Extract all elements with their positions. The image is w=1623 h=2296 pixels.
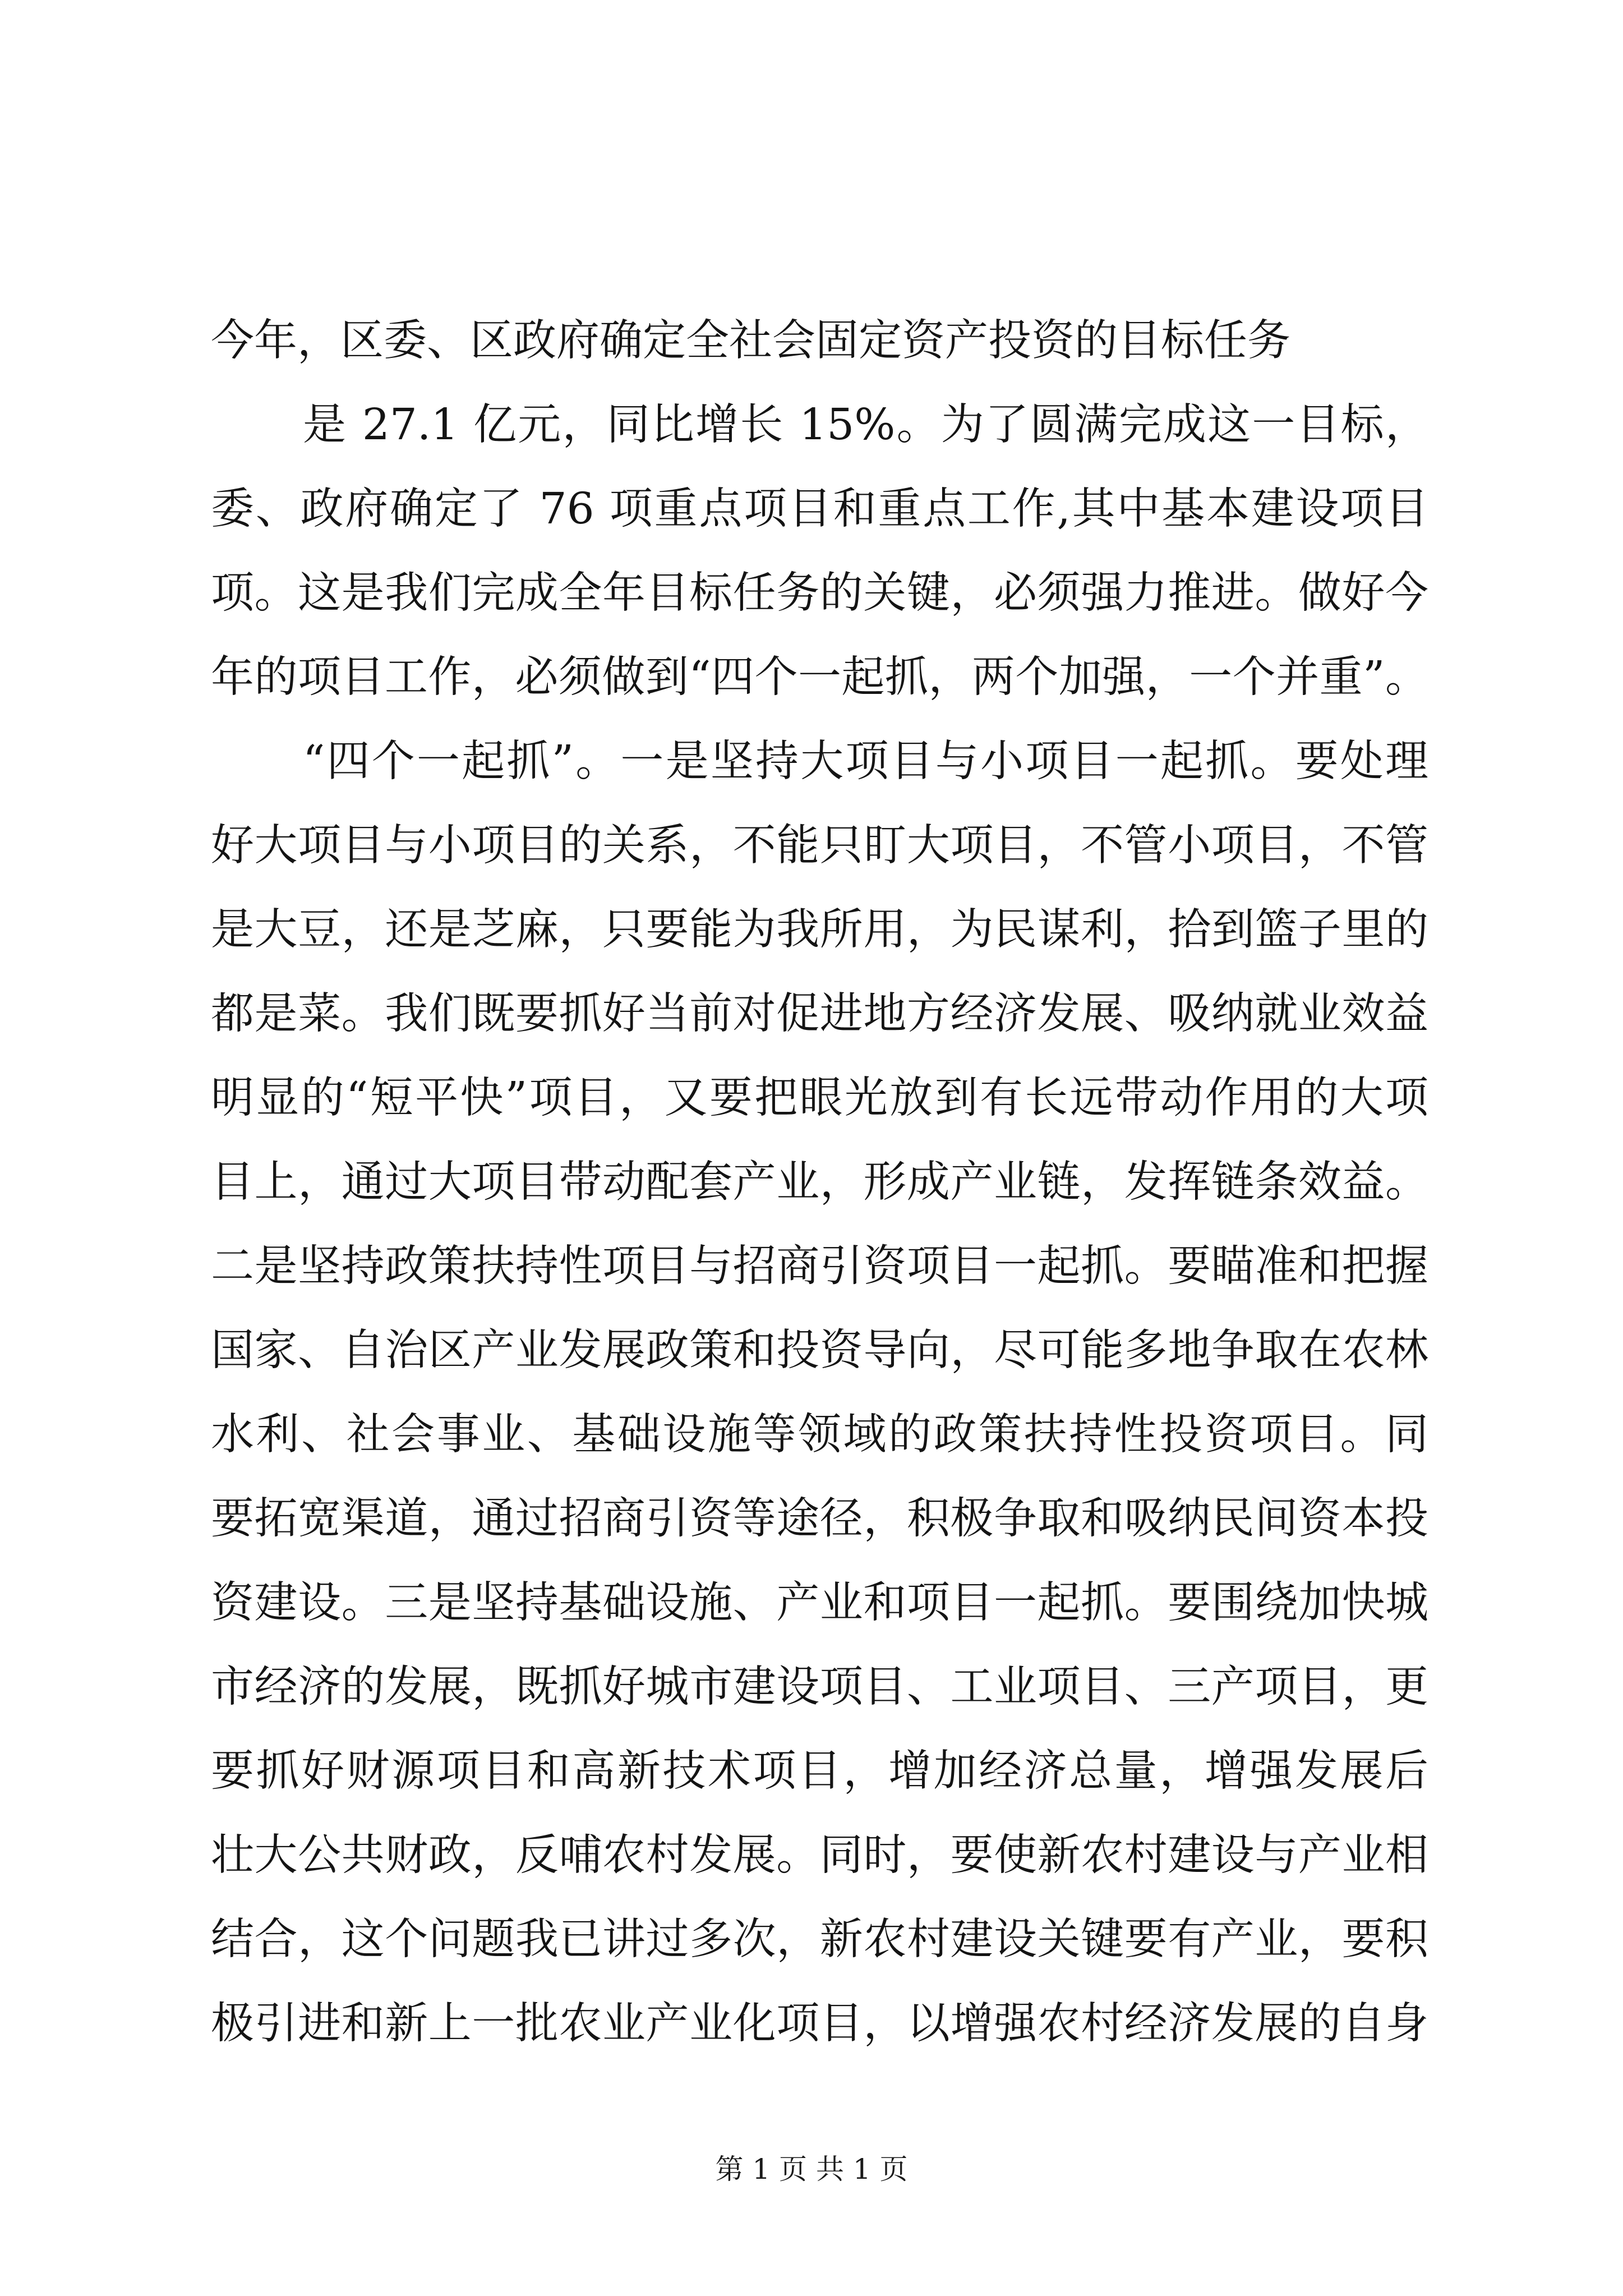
body-line: 年的项目工作，必须做到“四个一起抓，两个加强，一个并重”。: [211, 652, 1428, 702]
body-line: 国家、自治区产业发展政策和投资导向，尽可能多地争取在农林: [211, 1326, 1428, 1375]
body-line: 目上，通过大项目带动配套产业，形成产业链，发挥链条效益。: [211, 1157, 1428, 1207]
body-line: 项。这是我们完成全年目标任务的关键，必须强力推进。做好今: [211, 568, 1428, 618]
body-line: 二是坚持政策扶持性项目与招商引资项目一起抓。要瞄准和把握: [211, 1241, 1428, 1291]
body-line: 市经济的发展，既抓好城市建设项目、工业项目、三产项目，更: [211, 1662, 1428, 1712]
body-line: “四个一起抓”。一是坚持大项目与小项目一起抓。要处理: [303, 737, 1428, 786]
body-line: 都是菜。我们既要抓好当前对促进地方经济发展、吸纳就业效益: [211, 989, 1428, 1039]
body-line: 今年，区委、区政府确定全社会固定资产投资的目标任务: [211, 316, 1290, 366]
body-line: 壮大公共财政，反哺农村发展。同时，要使新农村建设与产业相: [211, 1830, 1428, 1880]
page-footer: 第 1 页 共 1 页: [715, 2153, 908, 2185]
body-line: 要抓好财源项目和高新技术项目，增加经济总量，增强发展后: [211, 1746, 1428, 1796]
body-line: 要拓宽渠道，通过招商引资等途径，积极争取和吸纳民间资本投: [211, 1494, 1428, 1544]
body-text: [211, 299, 1428, 2066]
body-line: 明显的“短平快”项目，又要把眼光放到有长远带动作用的大项: [211, 1073, 1428, 1123]
body-line: 委、政府确定了 76 项重点项目和重点工作,其中基本建设项目: [211, 484, 1428, 534]
body-line: 是 27.1 亿元，同比增长 15%。为了圆满完成这一目标，: [303, 400, 1428, 450]
body-line: 资建设。三是坚持基础设施、产业和项目一起抓。要围绕加快城: [211, 1578, 1428, 1628]
body-line: 水利、社会事业、基础设施等领域的政策扶持性投资项目。同: [211, 1410, 1428, 1460]
body-line: 是大豆，还是芝麻，只要能为我所用，为民谋利，拾到篮子里的: [211, 905, 1428, 955]
body-line: 极引进和新上一批农业产业化项目，以增强农村经济发展的自身: [211, 1999, 1428, 2049]
body-line: 结合，这个问题我已讲过多次，新农村建设关键要有产业，要积: [211, 1915, 1428, 1964]
body-line: 好大项目与小项目的关系，不能只盯大项目，不管小项目，不管: [211, 821, 1428, 871]
